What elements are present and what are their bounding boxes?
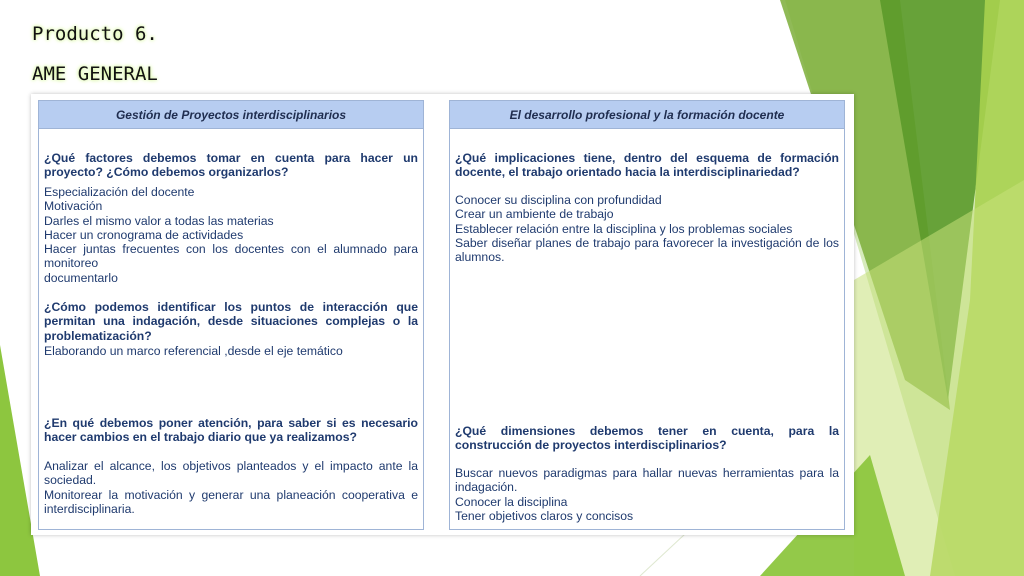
answer-text: Analizar el alcance, los objetivos planteados y el impacto ante la sociedad. xyxy=(44,459,418,488)
question-text: ¿Qué dimensiones debemos tener en cuenta, para la construcción de proyectos interdisciplinarios? xyxy=(455,424,839,453)
question-text: ¿Qué factores debemos tomar en cuenta para hacer un proyecto? ¿Cómo debemos organizarlos? xyxy=(44,151,418,180)
panel-header: Gestión de Proyectos interdisciplinarios xyxy=(39,101,423,129)
panel-project-management xyxy=(38,100,424,530)
answer-item: Especialización del docente xyxy=(44,185,195,199)
answer-item: Motivación xyxy=(44,199,103,214)
answer-list xyxy=(44,185,418,285)
answer-item: Hacer un cronograma de actividades xyxy=(44,227,244,242)
answer-item: Establecer relación entre la disciplina y los problemas sociales xyxy=(455,221,793,236)
question-text: ¿Qué implicaciones tiene, dentro del esquema de formación docente, el trabajo orientado hacia la interdisciplinariedad? xyxy=(455,151,839,180)
answer-paragraph: Buscar nuevos paradigmas para hallar nuevas herramientas para la indagación. xyxy=(455,466,839,495)
answer-item: Crear un ambiente de trabajo xyxy=(455,207,614,222)
answer-paragraph: Hacer juntas frecuentes con los docentes con el alumnado para monitoreo xyxy=(44,242,418,271)
slide-title: Producto 6. xyxy=(32,23,158,45)
answer-item: Conocer su disciplina con profundidad xyxy=(455,193,662,207)
panel-header: El desarrollo profesional y la formación docente xyxy=(450,101,844,129)
slide-subtitle: AME GENERAL xyxy=(32,63,158,85)
answer-text: Monitorear la motivación y generar una planeación cooperativa e interdisciplinaria. xyxy=(44,488,418,517)
answer-text: Elaborando un marco referencial ,desde el eje temático xyxy=(44,344,343,358)
question-text: ¿En qué debemos poner atención, para saber si es necesario hacer cambios en el trabajo diario que ya realizamos? xyxy=(44,416,418,445)
answer-list xyxy=(455,193,839,264)
content-frame xyxy=(31,94,854,535)
answer-list xyxy=(455,466,839,523)
question-text: ¿Cómo podemos identificar los puntos de interacción que permitan una indagación, desde situaciones complejas o la problematización? xyxy=(44,300,418,343)
answer-paragraph: Saber diseñar planes de trabajo para favorecer la investigación de los alumnos. xyxy=(455,235,839,265)
answer-item: Tener objetivos claros y concisos xyxy=(455,508,634,523)
answer-item: Darles el mismo valor a todas las materias xyxy=(44,213,274,228)
answer-item: documentarlo xyxy=(44,270,118,285)
answer-item: Conocer la disciplina xyxy=(455,494,568,509)
panel-professional-development xyxy=(449,100,845,530)
